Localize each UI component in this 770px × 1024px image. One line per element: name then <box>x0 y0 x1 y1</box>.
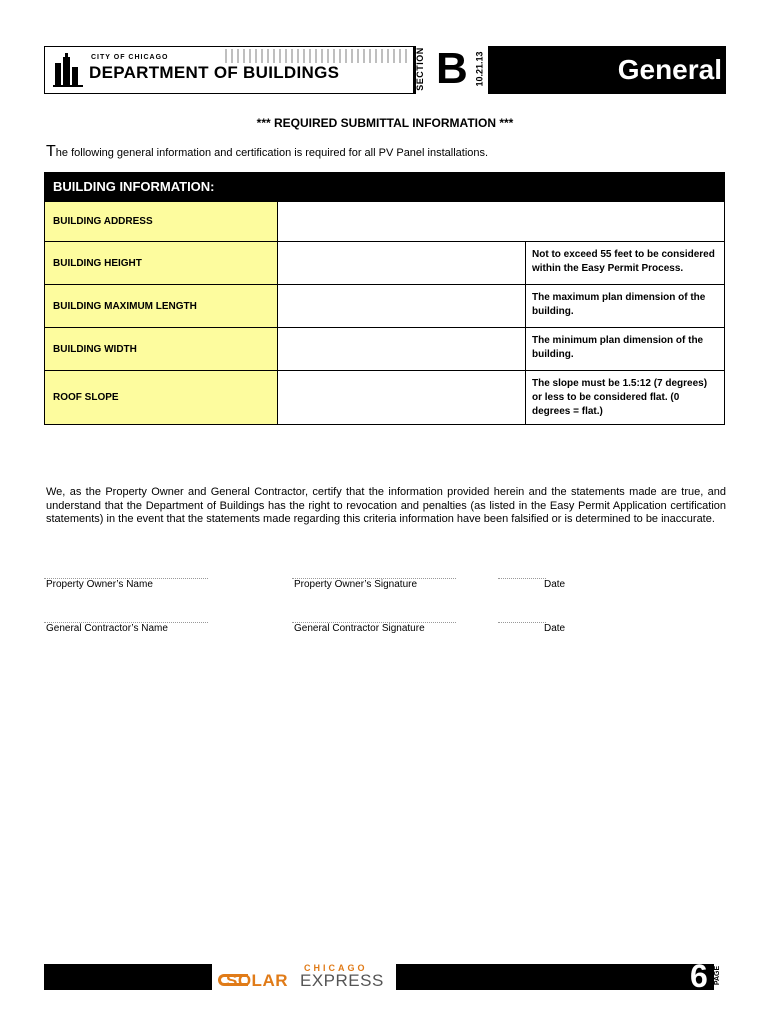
footer-bar-left <box>44 964 212 990</box>
roof-slope-label: ROOF SLOPE <box>45 371 278 424</box>
section-title: General <box>617 54 722 85</box>
building-max-length-field[interactable] <box>278 285 525 327</box>
building-max-length-label: BUILDING MAXIMUM LENGTH <box>45 285 278 327</box>
owner-date-line[interactable] <box>498 578 546 579</box>
contractor-signature-label: General Contractor Signature <box>294 623 425 634</box>
certification-text: We, as the Property Owner and General Contractor, certify that the information provided herein and the statements made are true, and understand that the Department of Buildings has the right to revocation and penalties (as listed in the Easy Permit Application certification statements) in the event that the statements made regarding this criteria information have been falsified or is determined to be inaccurate. <box>46 486 726 526</box>
intro-first-letter: T <box>46 143 56 160</box>
building-height-label: BUILDING HEIGHT <box>45 242 278 284</box>
building-height-field[interactable] <box>278 242 525 284</box>
page-number: 6 <box>690 958 708 994</box>
building-height-note: Not to exceed 55 feet to be considered within the Easy Permit Process. <box>525 242 724 284</box>
intro-text <box>46 143 488 161</box>
building-address-field[interactable] <box>278 202 724 241</box>
table-row <box>45 201 724 241</box>
logo-decoration <box>225 49 410 63</box>
building-width-note: The minimum plan dimension of the building. <box>525 328 724 370</box>
department-logo <box>44 46 414 94</box>
required-title: *** REQUIRED SUBMITTAL INFORMATION *** <box>256 116 514 130</box>
table-row <box>45 327 724 370</box>
contractor-date-label: Date <box>544 623 566 634</box>
roof-slope-note: The slope must be 1.5:12 (7 degrees) or less to be considered flat. (0 degrees = flat.) <box>525 371 724 424</box>
city-seal-icon <box>51 51 85 89</box>
roof-slope-field[interactable] <box>278 371 525 424</box>
section-letter-box <box>428 46 474 94</box>
page-label: PAGE <box>714 964 726 990</box>
owner-signature-label: Property Owner’s Signature <box>294 579 418 590</box>
table-heading: BUILDING INFORMATION: <box>45 173 724 201</box>
table-row <box>45 241 724 284</box>
section-letter: B <box>436 44 468 93</box>
contractor-date-line[interactable] <box>498 622 546 623</box>
building-max-length-note: The maximum plan dimension of the building. <box>525 285 724 327</box>
date-code: 10.21.13 <box>474 46 488 94</box>
brand-express-text: EXPRESS <box>300 971 384 990</box>
owner-name-label: Property Owner’s Name <box>46 579 153 590</box>
building-width-field[interactable] <box>278 328 525 370</box>
brand-top-text: CHICAGO <box>304 963 368 973</box>
brand-solar-text: SOLAR <box>226 971 288 990</box>
intro-rest: he following general information and certification is required for all PV Panel installations. <box>55 147 489 159</box>
footer-bar-right <box>396 964 714 990</box>
building-address-label: BUILDING ADDRESS <box>45 202 278 241</box>
city-label: CITY OF CHICAGO <box>91 54 169 61</box>
owner-date-label: Date <box>544 579 566 590</box>
building-width-label: BUILDING WIDTH <box>45 328 278 370</box>
table-row <box>45 370 724 424</box>
department-name: DEPARTMENT OF BUILDINGS <box>89 63 340 82</box>
solar-express-logo <box>212 964 396 990</box>
contractor-name-label: General Contractor’s Name <box>46 623 168 634</box>
table-row <box>45 284 724 327</box>
building-info-table <box>44 172 725 425</box>
section-label: SECTION <box>416 46 428 94</box>
